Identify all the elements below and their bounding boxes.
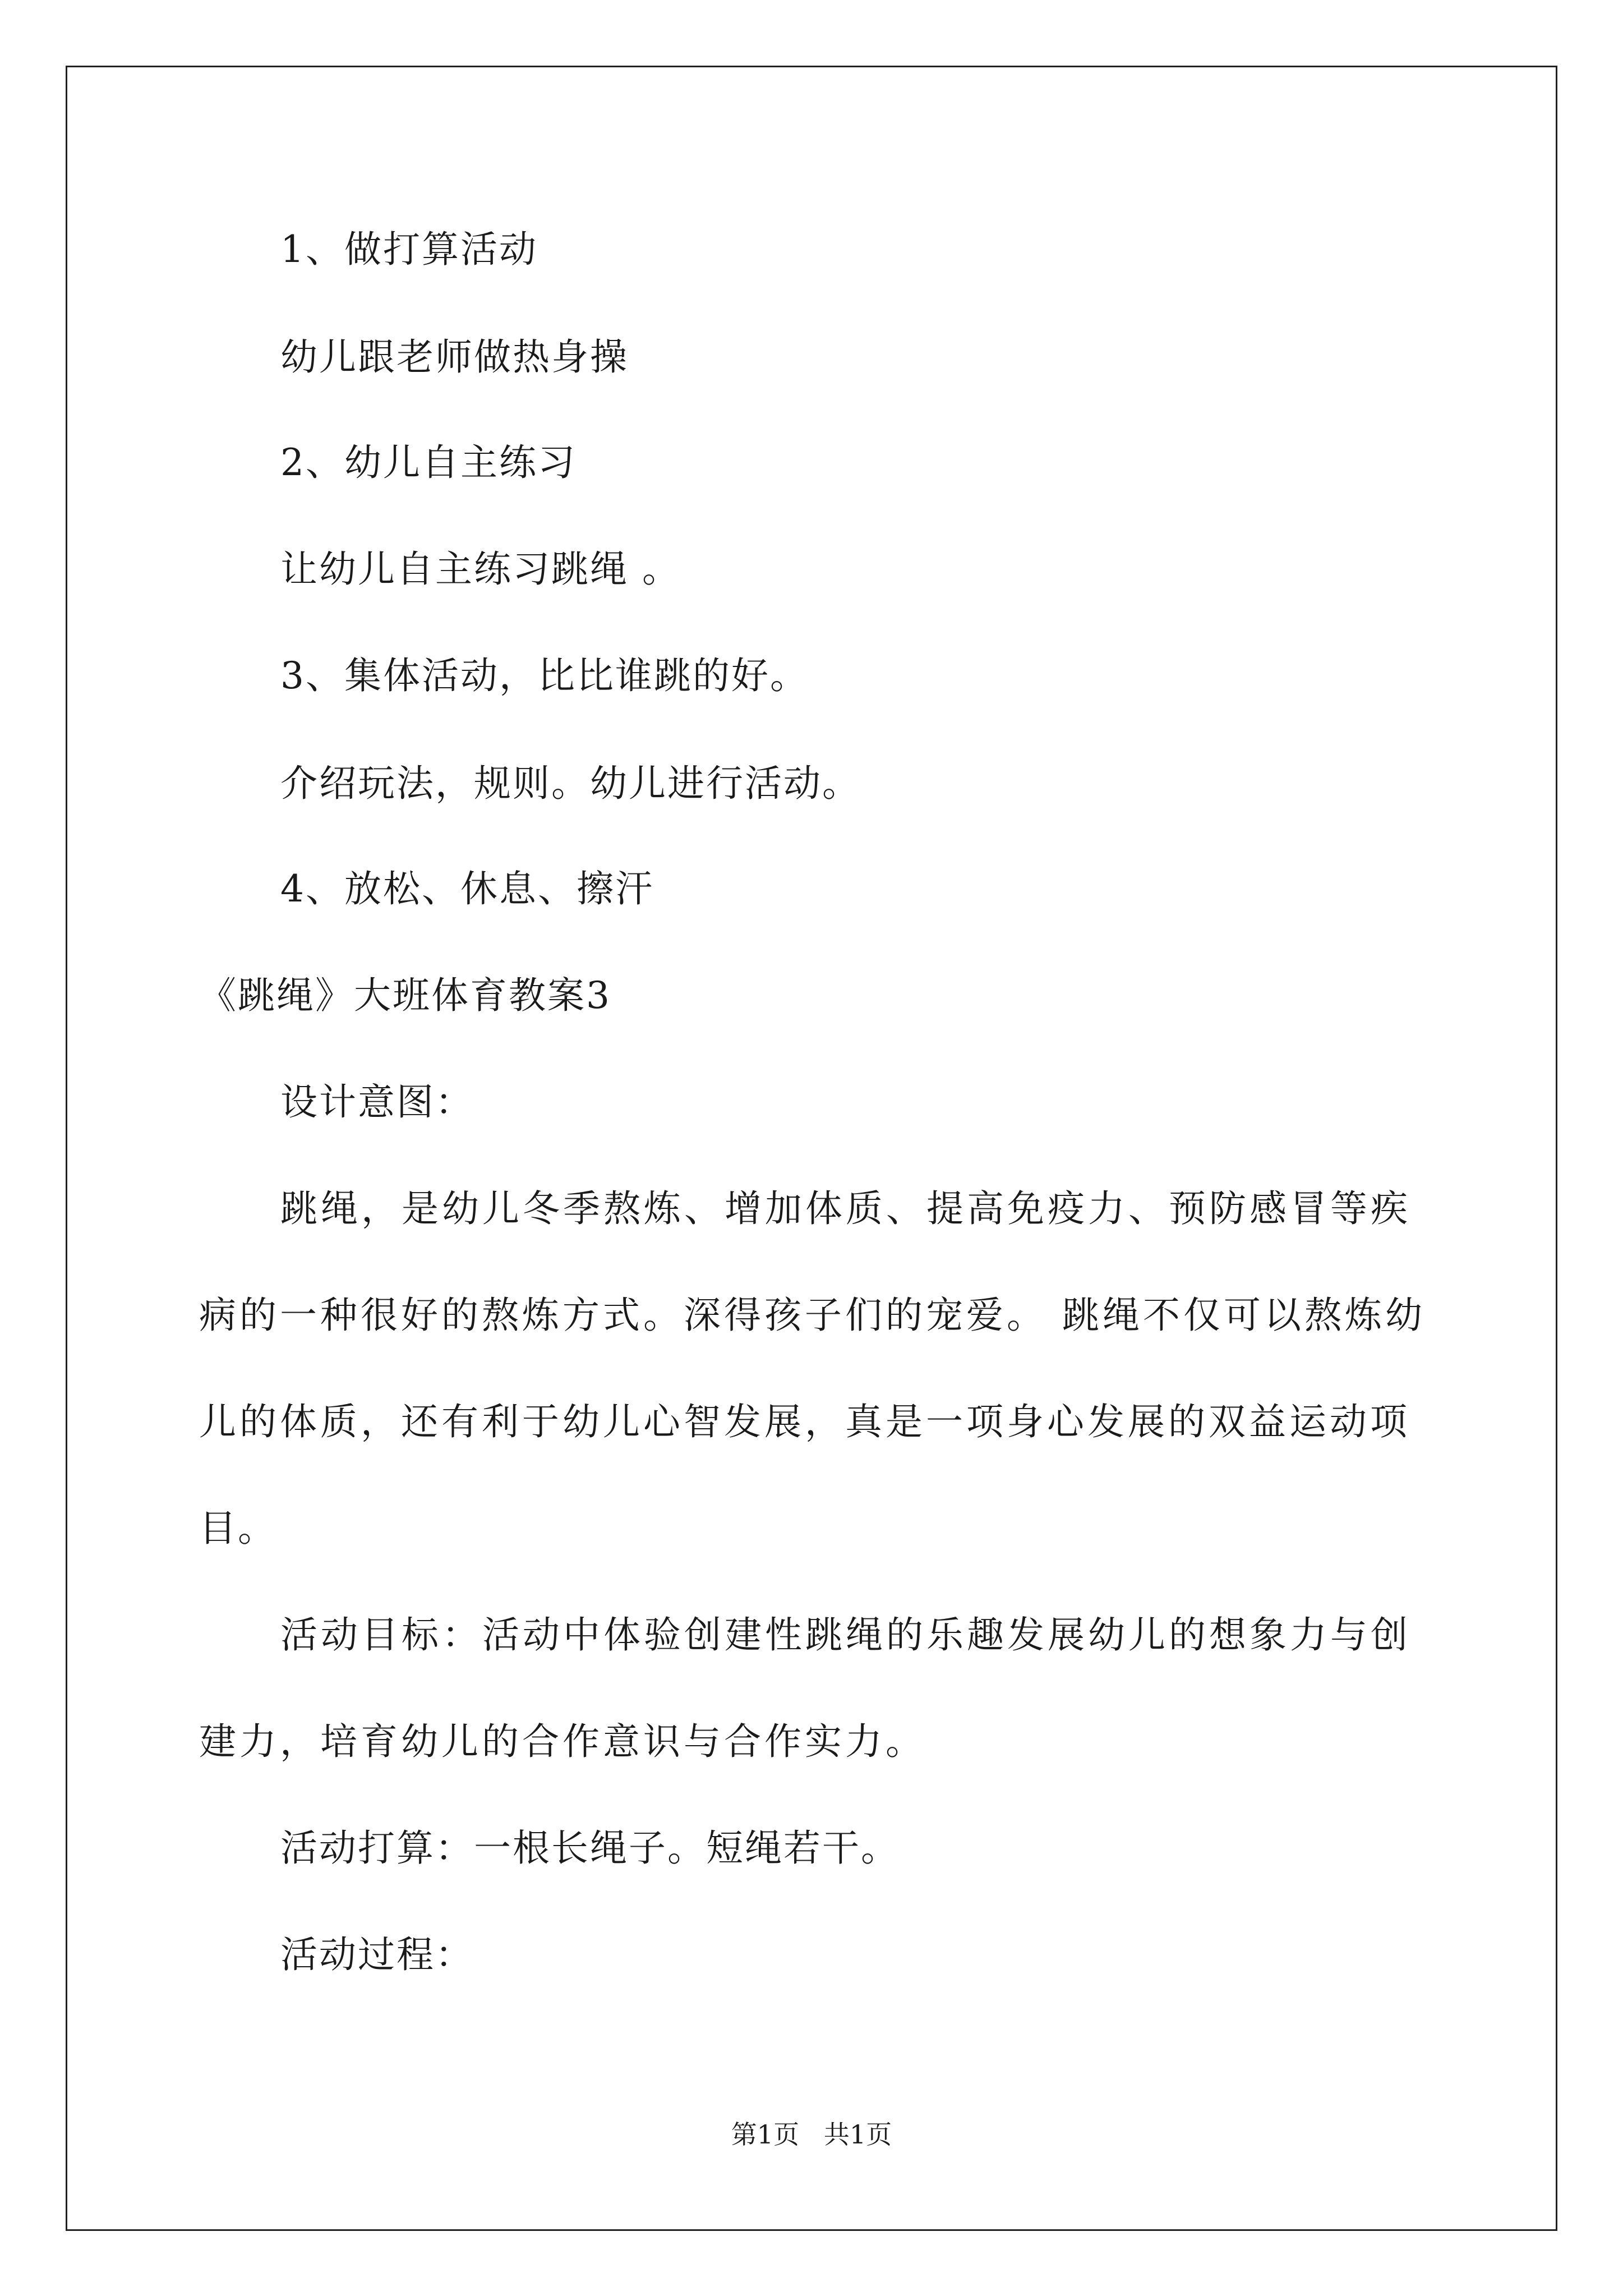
- paragraph-line: 病的一种很好的熬炼方式。深得孩子们的宠爱。 跳绳不仅可以熬炼幼: [199, 1294, 1426, 1337]
- paragraph-line: 目。: [199, 1507, 276, 1550]
- step-2-heading: 2、幼儿自主练习: [280, 441, 577, 484]
- section-title: 《跳绳》大班体育教案3: [199, 974, 611, 1017]
- design-intent-label: 设计意图：: [280, 1080, 474, 1124]
- paragraph-line: 跳绳，是幼儿冬季熬炼、增加体质、提高免疫力、预防感冒等疾: [280, 1187, 1411, 1230]
- page-number-footer: 第1页 共1页: [731, 2119, 892, 2150]
- step-1-text: 幼儿跟老师做热身操: [280, 335, 629, 379]
- preparation-line: 活动打算：一根长绳子。短绳若干。: [280, 1826, 900, 1870]
- step-2-text: 让幼儿自主练习跳绳 。: [280, 547, 681, 591]
- step-1-heading: 1、做打算活动: [280, 228, 538, 271]
- goal-line: 建力，培育幼儿的合作意识与合作实力。: [199, 1720, 926, 1763]
- page-border: [66, 66, 1557, 2231]
- step-3-text: 介绍玩法，规则。幼儿进行活动。: [280, 762, 861, 805]
- goal-line: 活动目标：活动中体验创建性跳绳的乐趣发展幼儿的想象力与创: [280, 1613, 1411, 1657]
- step-3-heading: 3、集体活动，比比谁跳的好。: [280, 654, 809, 697]
- process-label: 活动过程：: [280, 1933, 474, 1976]
- step-4-heading: 4、放松、休息、擦汗: [280, 867, 654, 910]
- paragraph-line: 儿的体质，还有利于幼儿心智发展，真是一项身心发展的双益运动项: [199, 1400, 1410, 1443]
